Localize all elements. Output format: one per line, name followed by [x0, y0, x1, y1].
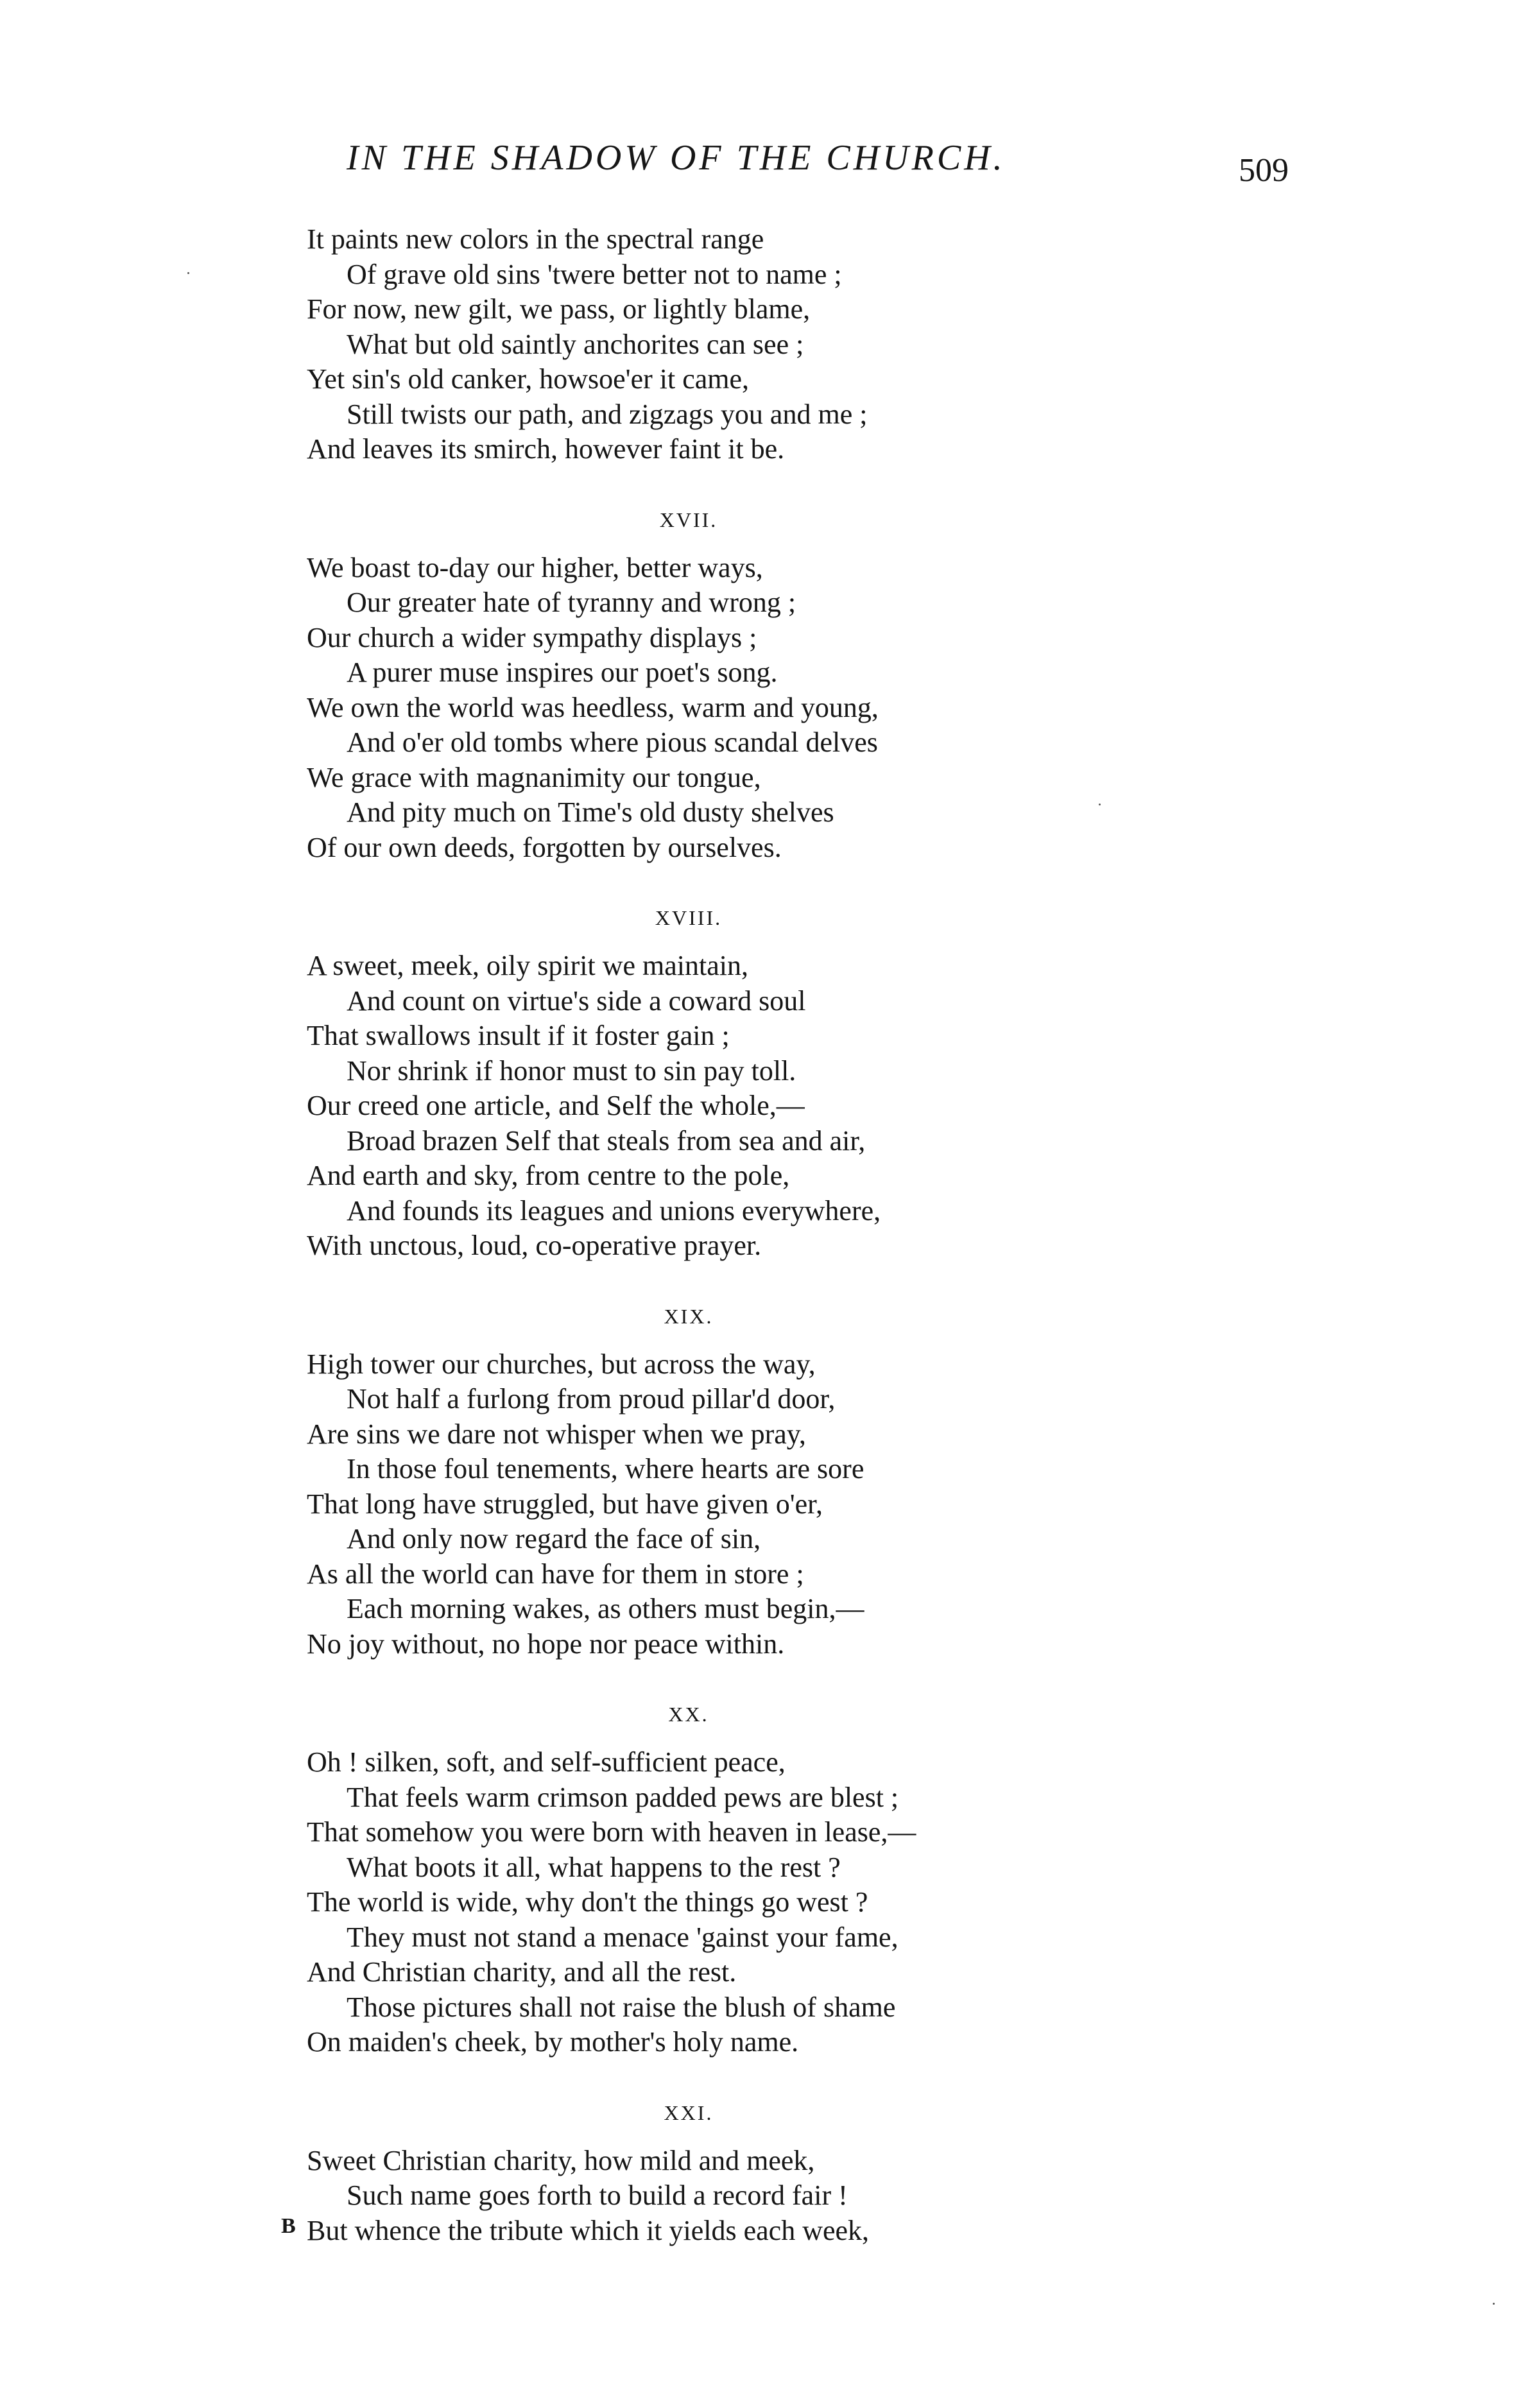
poem-line: No joy without, no hope nor peace within. [307, 1628, 785, 1660]
print-speck [1099, 804, 1101, 805]
stanza [307, 1347, 1192, 1662]
poem-line: What but old saintly anchorites can see ; [347, 328, 804, 360]
poem-line: High tower our churches, but across the way, [307, 1348, 816, 1380]
poem-line: A purer muse inspires our poet's song. [347, 657, 778, 688]
poem-line: Sweet Christian charity, how mild and meek, [307, 2144, 815, 2176]
stanza [307, 1745, 1192, 2060]
poem-line: The world is wide, why don't the things go west ? [307, 1886, 868, 1918]
print-speck [187, 272, 189, 274]
print-speck [1493, 2303, 1495, 2305]
poem-line: And Christian charity, and all the rest. [307, 1956, 737, 1988]
stanza-numeral: XXI. [664, 2101, 714, 2124]
poem-line: It paints new colors in the spectral range [307, 223, 764, 255]
poem-line: And leaves its smirch, however faint it be. [307, 433, 785, 465]
stanza [307, 222, 1192, 467]
poem-line: Nor shrink if honor must to sin pay toll. [347, 1054, 796, 1087]
poem-line: We boast to-day our higher, better ways, [307, 551, 763, 583]
poem-line: Such name goes forth to build a record fair ! [347, 2180, 848, 2211]
poem-line: That feels warm crimson padded pews are blest ; [347, 1781, 899, 1813]
poem-line: Not half a furlong from proud pillar'd door, [347, 1383, 836, 1415]
poem-line: On maiden's cheek, by mother's holy name. [307, 2026, 799, 2058]
poem-line: We grace with magnanimity our tongue, [307, 761, 761, 793]
stanza [307, 2144, 1192, 2249]
poem-line: Are sins we dare not whisper when we pray, [307, 1418, 806, 1450]
poem-line: And only now regard the face of sin, [347, 1523, 761, 1554]
poem-line: With unctous, loud, co-operative prayer. [307, 1230, 762, 1261]
poem-line: And count on virtue's side a coward soul [347, 985, 806, 1017]
poem-line: They must not stand a menace 'gainst your fame, [347, 1921, 898, 1953]
poem-line: Of our own deeds, forgotten by ourselves. [307, 831, 782, 863]
stanza [307, 949, 1192, 1264]
poem-line: That long have struggled, but have given o'er, [307, 1488, 823, 1520]
poem-line: Our church a wider sympathy displays ; [307, 621, 757, 653]
poem-line: Oh ! silken, soft, and self-sufficient peace, [307, 1746, 786, 1778]
poem-line: As all the world can have for them in store ; [307, 1558, 804, 1590]
stanza-numeral: XIX. [664, 1304, 714, 1328]
stanza [307, 551, 1192, 866]
poem-line: That swallows insult if it foster gain ; [307, 1020, 730, 1051]
poem-line: And founds its leagues and unions everywhere, [347, 1194, 881, 1226]
poem-line: A sweet, meek, oily spirit we maintain, [307, 950, 748, 981]
poem-line: Our creed one article, and Self the whole,— [307, 1090, 805, 1121]
poem-line: Of grave old sins 'twere better not to name ; [347, 258, 842, 290]
poem-line: And earth and sky, from centre to the pole, [307, 1160, 790, 1191]
poem-line: Our greater hate of tyranny and wrong ; [347, 587, 796, 618]
poem-line: Still twists our path, and zigzags you and me ; [347, 398, 868, 430]
poem-line: Broad brazen Self that steals from sea and air, [347, 1124, 866, 1157]
page-number: 509 [1239, 152, 1289, 189]
poem-line: For now, new gilt, we pass, or lightly blame, [307, 293, 811, 325]
poem-line: And o'er old tombs where pious scandal delves [347, 727, 878, 758]
stanza-numeral: XVIII. [655, 906, 723, 929]
poem-line: Yet sin's old canker, howsoe'er it came, [307, 363, 750, 395]
running-title: IN THE SHADOW OF THE CHURCH. [347, 138, 1006, 178]
poem-line: What boots it all, what happens to the rest ? [347, 1851, 841, 1883]
stanza-numeral: XVII. [659, 508, 718, 531]
poem-line: Each morning wakes, as others must begin,— [347, 1593, 864, 1624]
poem-body [307, 222, 1192, 2248]
poem-line: And pity much on Time's old dusty shelves [347, 796, 834, 828]
poem-line: But whence the tribute which it yields each week, [307, 2214, 870, 2246]
poem-line: We own the world was heedless, warm and young, [307, 691, 879, 723]
poem-line: In those foul tenements, where hearts are sore [347, 1453, 864, 1484]
stanza-numeral: XX. [668, 1703, 709, 1726]
signature-mark: B [281, 2214, 296, 2238]
poem-line: That somehow you were born with heaven in lease,— [307, 1816, 916, 1848]
poem-line: Those pictures shall not raise the blush of shame [347, 1991, 896, 2023]
